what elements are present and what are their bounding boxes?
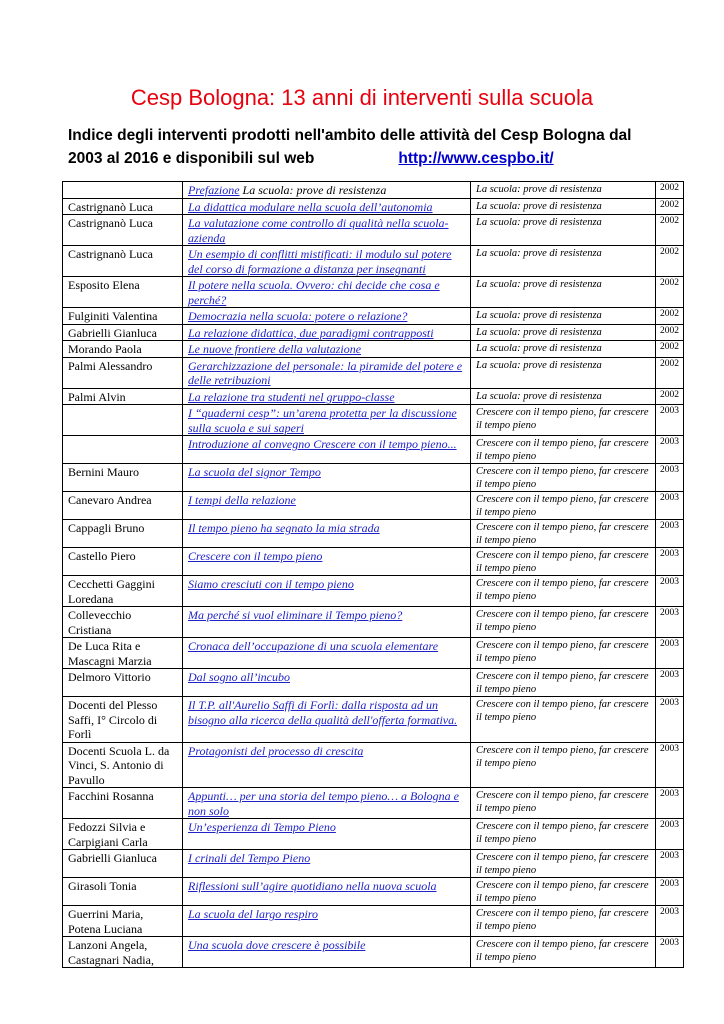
book-cell: Crescere con il tempo pieno, far crescere il tempo pieno: [471, 906, 656, 937]
title-cell: [183, 906, 471, 937]
book-cell: Crescere con il tempo pieno, far crescere il tempo pieno: [471, 464, 656, 492]
book-cell: Crescere con il tempo pieno, far crescere il tempo pieno: [471, 405, 656, 436]
year-cell: 2002: [656, 308, 684, 325]
title-link[interactable]: I “quaderni cesp”: un’arena protetta per la discussione sulla scuola e sui saperi: [188, 406, 457, 435]
author-cell: Gabrielli Gianluca: [63, 850, 183, 878]
title-cell: [183, 308, 471, 325]
table-row: [63, 878, 684, 906]
year-cell: 2003: [656, 436, 684, 464]
table-row: [63, 850, 684, 878]
title-link[interactable]: Ma perché si vuol eliminare il Tempo pieno?: [188, 608, 403, 622]
year-cell: 2003: [656, 669, 684, 697]
author-cell: Cecchetti Gaggini Loredana: [63, 576, 183, 607]
title-cell: [183, 548, 471, 576]
book-cell: La scuola: prove di resistenza: [471, 388, 656, 405]
year-cell: 2002: [656, 388, 684, 405]
year-cell: 2002: [656, 215, 684, 246]
title-cell: [183, 742, 471, 788]
book-cell: Crescere con il tempo pieno, far crescere il tempo pieno: [471, 937, 656, 968]
year-cell: 2002: [656, 357, 684, 388]
author-cell: Facchini Rosanna: [63, 788, 183, 819]
table-row: [63, 669, 684, 697]
title-link[interactable]: Il potere nella scuola. Ovvero: chi decide che cosa e perché?: [188, 278, 440, 307]
subtitle-line-2-text: 2003 al 2016 e disponibili sul web: [68, 150, 315, 167]
title-link[interactable]: Cronaca dell’occupazione di una scuola elementare: [188, 639, 439, 653]
title-link[interactable]: I crinali del Tempo Pieno: [188, 851, 311, 865]
book-cell: La scuola: prove di resistenza: [471, 308, 656, 325]
book-cell: Crescere con il tempo pieno, far crescere il tempo pieno: [471, 492, 656, 520]
table-row: [63, 357, 684, 388]
title-cell: [183, 324, 471, 341]
title-cell: [183, 576, 471, 607]
site-link[interactable]: http://www.cespbo.it/: [398, 150, 554, 167]
table-row: [63, 520, 684, 548]
table-row: [63, 464, 684, 492]
title-link[interactable]: Le nuove frontiere della valutazione: [188, 342, 362, 356]
table-row: [63, 576, 684, 607]
book-cell: La scuola: prove di resistenza: [471, 324, 656, 341]
author-cell: De Luca Rita e Mascagni Marzia: [63, 638, 183, 669]
year-cell: 2002: [656, 198, 684, 215]
author-cell: Castrignanò Luca: [63, 246, 183, 277]
table-row: [63, 405, 684, 436]
year-cell: 2003: [656, 405, 684, 436]
author-cell: Palmi Alvin: [63, 388, 183, 405]
author-cell: Palmi Alessandro: [63, 357, 183, 388]
year-cell: 2003: [656, 819, 684, 850]
title-cell: [183, 464, 471, 492]
title-cell: [183, 198, 471, 215]
author-cell: Esposito Elena: [63, 277, 183, 308]
page-title: Cesp Bologna: 13 anni di interventi sulla scuola: [130, 85, 594, 110]
author-cell: Guerrini Maria, Potena Luciana: [63, 906, 183, 937]
title-cell: [183, 492, 471, 520]
title-cell: [183, 405, 471, 436]
book-cell: La scuola: prove di resistenza: [471, 357, 656, 388]
author-cell: Collevecchio Cristiana: [63, 607, 183, 638]
year-cell: 2003: [656, 576, 684, 607]
year-cell: 2003: [656, 697, 684, 743]
year-cell: 2003: [656, 742, 684, 788]
title-link[interactable]: Il tempo pieno ha segnato la mia strada: [188, 521, 380, 535]
title-link[interactable]: Una scuola dove crescere è possibile: [188, 938, 366, 952]
table-row: [63, 246, 684, 277]
table-row: [63, 638, 684, 669]
title-link[interactable]: La scuola del signor Tempo: [188, 465, 321, 479]
title-cell: [183, 436, 471, 464]
table-row: [63, 277, 684, 308]
author-cell: [63, 182, 183, 199]
author-cell: Fulginiti Valentina: [63, 308, 183, 325]
title-cell: [183, 819, 471, 850]
year-cell: 2002: [656, 246, 684, 277]
title-cell: [183, 182, 471, 199]
title-link[interactable]: Dal sogno all’incubo: [188, 670, 290, 684]
book-cell: Crescere con il tempo pieno, far crescere il tempo pieno: [471, 638, 656, 669]
table-row: [63, 436, 684, 464]
author-cell: Castrignanò Luca: [63, 198, 183, 215]
author-cell: Gabrielli Gianluca: [63, 324, 183, 341]
book-cell: Crescere con il tempo pieno, far crescere il tempo pieno: [471, 520, 656, 548]
title-cell: [183, 878, 471, 906]
title-cell: [183, 788, 471, 819]
author-cell: Castello Piero: [63, 548, 183, 576]
author-cell: Girasoli Tonia: [63, 878, 183, 906]
year-cell: 2003: [656, 878, 684, 906]
prefix-link[interactable]: Prefazione: [188, 183, 240, 197]
title-cell: [183, 341, 471, 358]
table-row: [63, 324, 684, 341]
title-link[interactable]: Siamo cresciuti con il tempo pieno: [188, 577, 354, 591]
title-cell: [183, 607, 471, 638]
document-subtitle: [68, 124, 668, 170]
year-cell: 2002: [656, 277, 684, 308]
title-link[interactable]: Gerarchizzazione del personale: la piramide del potere e delle retribuzioni: [188, 358, 463, 387]
author-cell: Docenti Scuola L. da Vinci, S. Antonio di Pavullo: [63, 742, 183, 788]
title-cell: [183, 215, 471, 246]
year-cell: 2003: [656, 548, 684, 576]
book-cell: La scuola: prove di resistenza: [471, 341, 656, 358]
year-cell: 2003: [656, 937, 684, 968]
title-cell: [183, 937, 471, 968]
table-row: [63, 819, 684, 850]
table-row: [63, 607, 684, 638]
author-cell: Delmoro Vittorio: [63, 669, 183, 697]
title-cell: [183, 697, 471, 743]
year-cell: 2003: [656, 906, 684, 937]
book-cell: Crescere con il tempo pieno, far crescere il tempo pieno: [471, 742, 656, 788]
title-cell: [183, 638, 471, 669]
title-link[interactable]: Un esempio di conflitti mistificati: il modulo sul potere del corso di formazione a distanza per insegnanti: [188, 247, 452, 276]
year-cell: 2002: [656, 182, 684, 199]
year-cell: 2003: [656, 850, 684, 878]
year-cell: 2003: [656, 464, 684, 492]
title-link[interactable]: La relazione tra studenti nel gruppo-classe: [188, 389, 395, 404]
title-link[interactable]: Appunti… per una storia del tempo pieno… a Bologna e non solo: [188, 789, 459, 818]
year-cell: 2003: [656, 607, 684, 638]
book-cell: La scuola: prove di resistenza: [471, 215, 656, 246]
book-cell: La scuola: prove di resistenza: [471, 246, 656, 277]
year-cell: 2003: [656, 638, 684, 669]
title-cell: [183, 246, 471, 277]
book-cell: Crescere con il tempo pieno, far crescere il tempo pieno: [471, 669, 656, 697]
author-cell: Cappagli Bruno: [63, 520, 183, 548]
book-cell: Crescere con il tempo pieno, far crescere il tempo pieno: [471, 819, 656, 850]
author-cell: Bernini Mauro: [63, 464, 183, 492]
book-cell: Crescere con il tempo pieno, far crescere il tempo pieno: [471, 607, 656, 638]
table-row: [63, 492, 684, 520]
title-link[interactable]: Riflessioni sull’agire quotidiano nella nuova scuola: [188, 879, 437, 893]
title-cell: [183, 669, 471, 697]
title-link[interactable]: Democrazia nella scuola: potere o relazione?: [188, 309, 408, 323]
title-text: La scuola: prove di resistenza: [242, 183, 387, 197]
title-cell: [183, 277, 471, 308]
table-row: [63, 697, 684, 743]
table-row: [63, 788, 684, 819]
title-link[interactable]: La relazione didattica, due paradigmi contrapposti: [188, 325, 434, 340]
table-row: [63, 906, 684, 937]
table-row: [63, 742, 684, 788]
year-cell: 2003: [656, 788, 684, 819]
table-row: [63, 182, 684, 199]
book-cell: Crescere con il tempo pieno, far crescere il tempo pieno: [471, 576, 656, 607]
author-cell: Fedozzi Silvia e Carpigiani Carla: [63, 819, 183, 850]
book-cell: Crescere con il tempo pieno, far crescere il tempo pieno: [471, 548, 656, 576]
book-cell: La scuola: prove di resistenza: [471, 182, 656, 199]
author-cell: Canevaro Andrea: [63, 492, 183, 520]
title-cell: [183, 520, 471, 548]
book-cell: La scuola: prove di resistenza: [471, 198, 656, 215]
table-row: [63, 937, 684, 968]
index-table: [62, 181, 684, 968]
title-link[interactable]: La scuola del largo respiro: [188, 907, 319, 921]
title-link[interactable]: I tempi della relazione: [188, 493, 296, 507]
author-cell: [63, 405, 183, 436]
title-link[interactable]: La didattica modulare nella scuola dell’autonomia: [188, 199, 433, 214]
book-cell: Crescere con il tempo pieno, far crescere il tempo pieno: [471, 878, 656, 906]
title-cell: [183, 388, 471, 405]
subtitle-line-2: [68, 147, 668, 170]
title-cell: [183, 850, 471, 878]
book-cell: Crescere con il tempo pieno, far crescere il tempo pieno: [471, 436, 656, 464]
table-row: [63, 388, 684, 405]
title-link[interactable]: Protagonisti del processo di crescita: [188, 743, 364, 758]
title-link[interactable]: Il T.P. all'Aurelio Saffi di Forlì: dalla risposta ad un bisogno alla ricerca della qualità dell'offerta formativa.: [188, 698, 458, 727]
author-cell: Castrignanò Luca: [63, 215, 183, 246]
author-cell: [63, 436, 183, 464]
title-link[interactable]: Introduzione al convegno Crescere con il tempo pieno...: [188, 437, 457, 451]
year-cell: 2003: [656, 492, 684, 520]
book-cell: La scuola: prove di resistenza: [471, 277, 656, 308]
book-cell: Crescere con il tempo pieno, far crescere il tempo pieno: [471, 850, 656, 878]
book-cell: Crescere con il tempo pieno, far crescere il tempo pieno: [471, 788, 656, 819]
title-cell: [183, 357, 471, 388]
title-link[interactable]: Un’esperienza di Tempo Pieno: [188, 820, 336, 834]
year-cell: 2002: [656, 341, 684, 358]
title-link[interactable]: La valutazione come controllo di qualità nella scuola-azienda: [188, 216, 449, 245]
author-cell: Morando Paola: [63, 341, 183, 358]
book-cell: Crescere con il tempo pieno, far crescere il tempo pieno: [471, 697, 656, 743]
table-row: [63, 341, 684, 358]
table-row: [63, 198, 684, 215]
author-cell: Docenti del Plesso Saffi, I° Circolo di Forlì: [63, 697, 183, 743]
table-row: [63, 548, 684, 576]
author-cell: Lanzoni Angela, Castagnari Nadia,: [63, 937, 183, 968]
table-row: [63, 215, 684, 246]
title-link[interactable]: Crescere con il tempo pieno: [188, 549, 323, 563]
year-cell: 2002: [656, 324, 684, 341]
table-row: [63, 308, 684, 325]
year-cell: 2003: [656, 520, 684, 548]
subtitle-line-1: Indice degli interventi prodotti nell'ambito delle attività del Cesp Bologna dal: [68, 127, 632, 144]
